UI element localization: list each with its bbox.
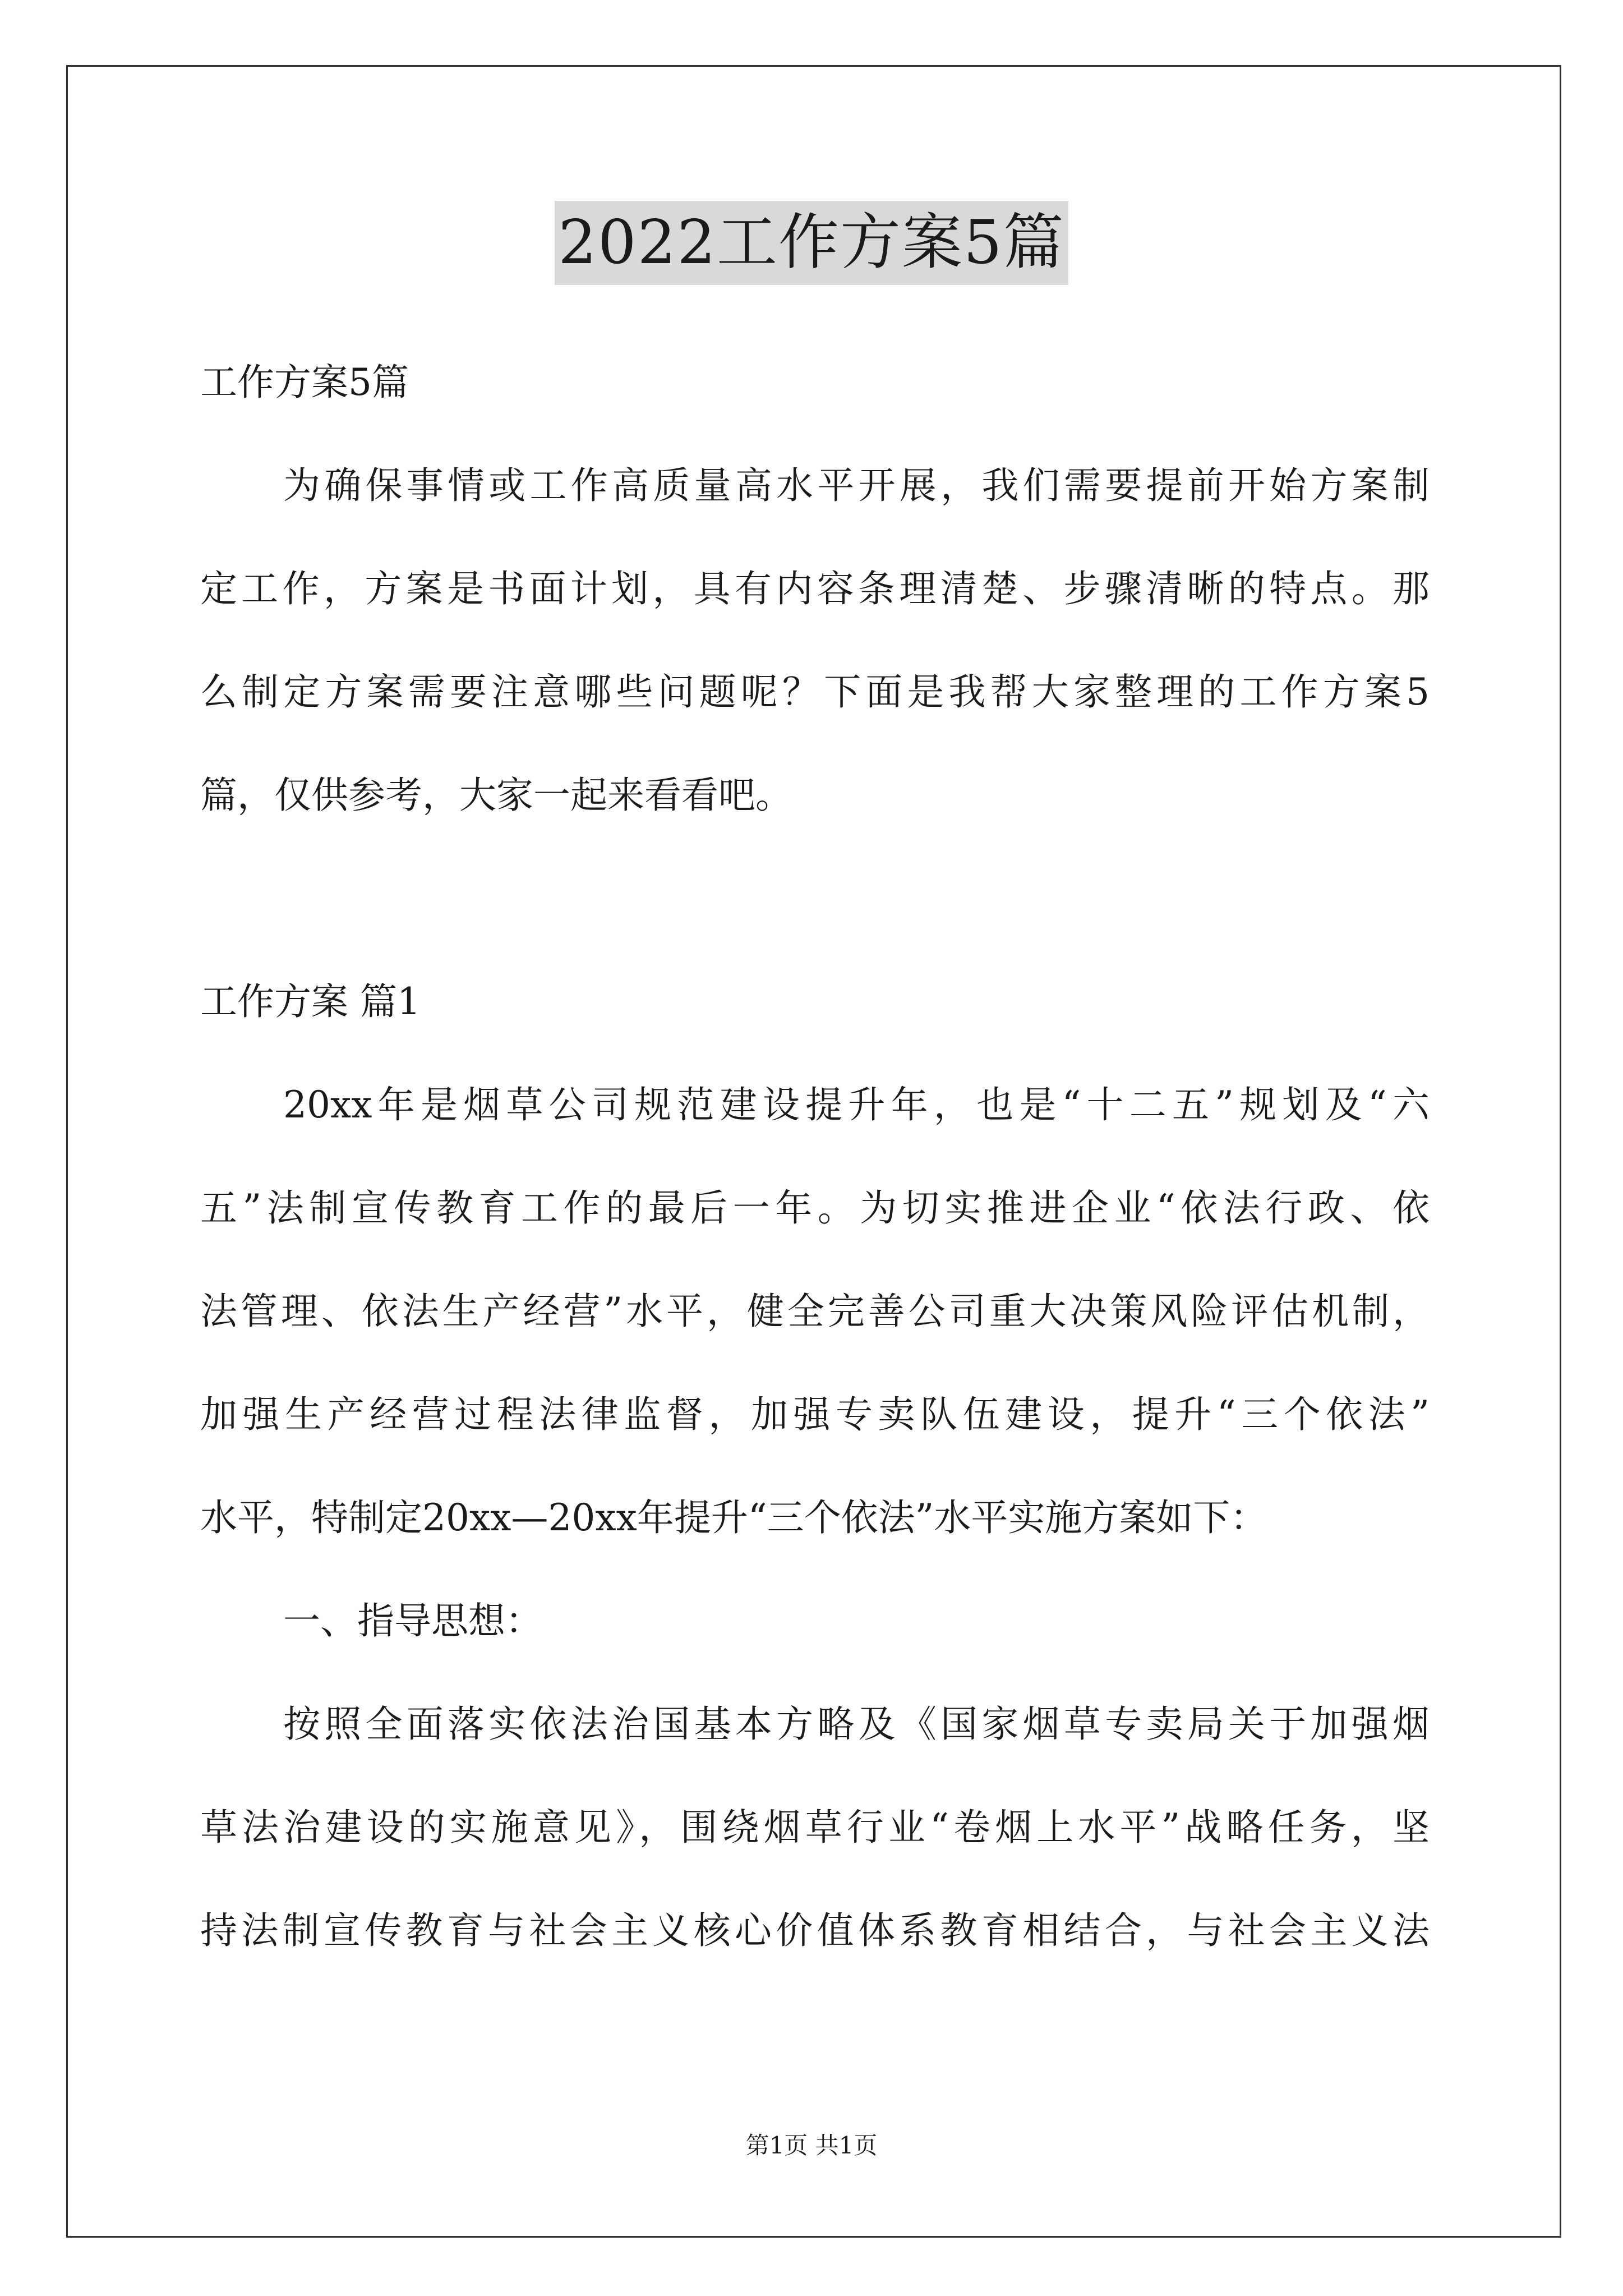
- document-body: [200, 331, 1430, 1982]
- document-heading: 工作方案5篇: [200, 361, 409, 404]
- paragraph-gap: [200, 847, 1430, 950]
- section-para1-line-1: 20xx年是烟草公司规范建设提升年，也是“十二五”规划及“六: [283, 1083, 1430, 1126]
- intro-line-2: 定工作，方案是书面计划，具有内容条理清楚、步骤清晰的特点。那: [200, 567, 1430, 610]
- section-para1-line-5: 水平，特制定20xx—20xx年提升“三个依法”水平实施方案如下：: [200, 1496, 1267, 1539]
- section-heading: 工作方案 篇1: [200, 980, 421, 1023]
- section-para1-line-4: 加强生产经营过程法律监督，加强专卖队伍建设，提升“三个依法”: [200, 1393, 1430, 1436]
- intro-line-1: 为确保事情或工作高质量高水平开展，我们需要提前开始方案制: [283, 464, 1430, 507]
- section-para2-line-3: 持法制宣传教育与社会主义核心价值体系教育相结合，与社会主义法: [200, 1909, 1430, 1952]
- subheading: 一、指导思想：: [283, 1599, 542, 1642]
- document-title: 2022工作方案5篇: [555, 201, 1068, 285]
- page-footer: 第1页 共1页: [745, 2132, 878, 2159]
- intro-line-3: 么制定方案需要注意哪些问题呢？下面是我帮大家整理的工作方案5: [200, 670, 1430, 714]
- section-para1-line-3: 法管理、依法生产经营”水平，健全完善公司重大决策风险评估机制，: [200, 1290, 1430, 1333]
- section-para1-line-2: 五”法制宣传教育工作的最后一年。为切实推进企业“依法行政、依: [200, 1186, 1430, 1230]
- title-container: [0, 201, 1623, 285]
- section-para2-line-2: 草法治建设的实施意见》，围绕烟草行业“卷烟上水平”战略任务，坚: [200, 1806, 1430, 1849]
- intro-line-4: 篇，仅供参考，大家一起来看看吧。: [200, 774, 792, 817]
- section-para2-line-1: 按照全面落实依法治国基本方略及《国家烟草专卖局关于加强烟: [283, 1703, 1430, 1746]
